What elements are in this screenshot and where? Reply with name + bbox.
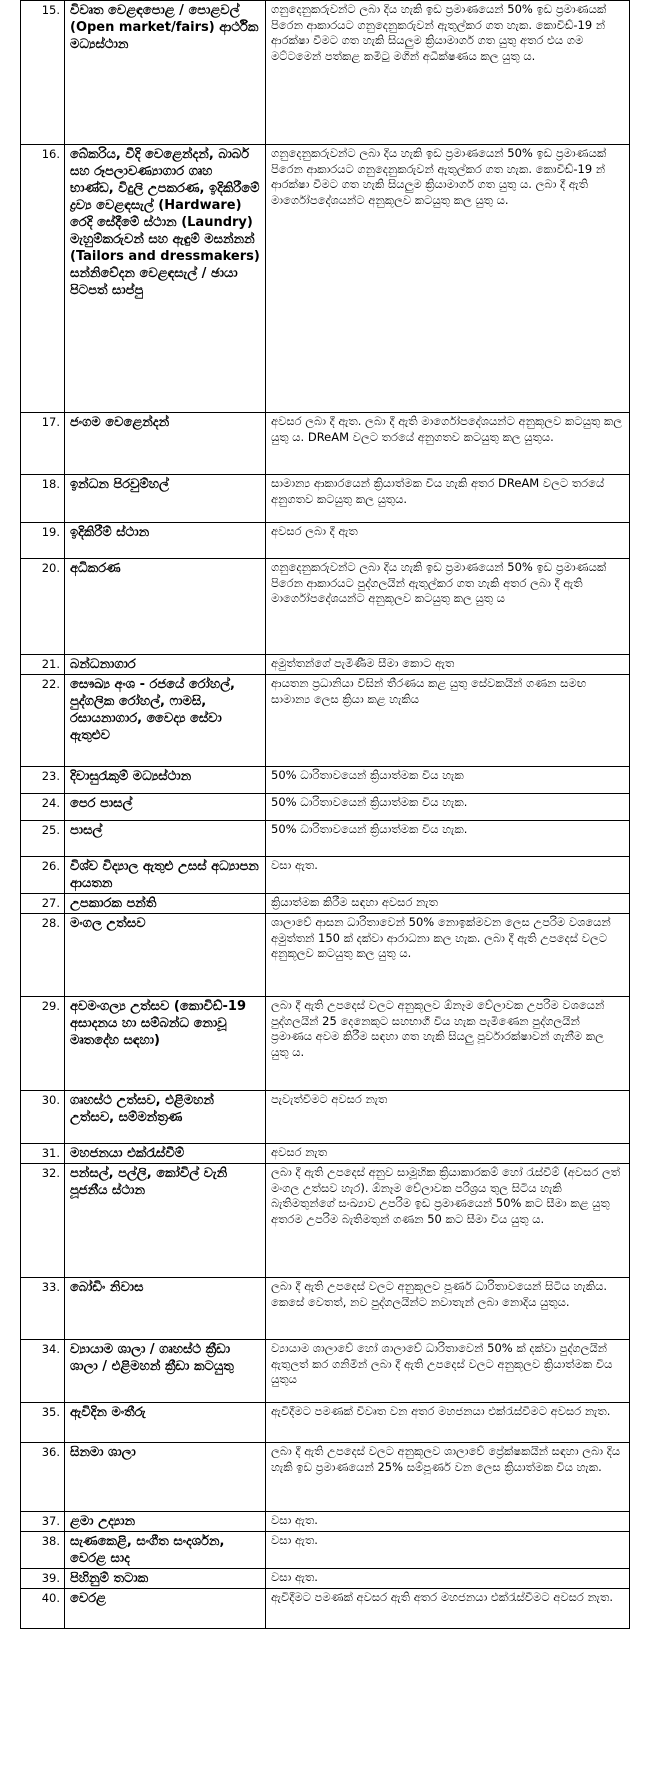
table-row [21,1512,630,1532]
establishment-name: විවෘත වෙළඳපොළ / පොළවල් (Open market/fairs) ආර්ථික මධ්‍යස්ථාන [65,1,266,145]
row-number: 38. [21,1532,65,1569]
guideline-text: 50% ධාරිතාවයෙන් ක්‍රියාත්මක විය හැක. [266,794,630,821]
row-number: 20. [21,559,65,655]
table-row [21,794,630,821]
establishment-name: පෙර පාසල් [65,794,266,821]
table-row [21,821,630,857]
table-row [21,1340,630,1403]
row-number: 35. [21,1403,65,1443]
establishment-name: ඉන්ධන පිරවුම්හල් [65,475,266,523]
establishment-name: මංගල උත්සව [65,914,266,997]
table-body [21,1,630,1629]
guideline-text: ගනුදෙනුකරුවන්ට ලබා දිය හැකි ඉඩ ප්‍රමාණයෙන් 50% ඉඩ ප්‍රමාණයක් පිරෙන ආකාරයට ගනුදෙනුකරුවන් ඇතුල්කර ගත හැක. කොවිඩ්-19 න් ආරක්ෂා වීමට ගත හැකි සියලුම ක්‍රියාමාර්ග ගත යුතු ය. ලබා දී ඇති මාර්ගෝපදේශයන්ට අනුකූලව කටයුතු කල යුතු ය. [266,145,630,413]
establishment-name: ගෘහස්ථ උත්සව, එළිමහන් උත්සව, සම්මන්ත්‍රණ [65,1091,266,1144]
establishment-name: ජංගම වෙළෙන්දන් [65,413,266,475]
guideline-text: ලබා දී ඇති උපදෙස් අනුව සාමූහික ක්‍රියාකාරකම් හෝ රැස්වීම් (අවසර ලත් මංගල උත්සව හැර). ඕනෑම වේලාවක පරිශ්‍රය තුල සිටිය හැකි බැතිමතුන්ගේ සංඛ්‍යාව උපරිම ඉඩ ප්‍රමාණයෙන් 50% කට සීමා කළ යුතු අතරම උපරිම බැතිමතුන් ගණන 50 කට සීමා විය යුතු ය. [266,1164,630,1278]
guideline-text: අමුත්තන්ගේ පැමිණීම සීමා කොට ඇත [266,655,630,675]
guideline-text: අවසර ලබා දී ඇත [266,523,630,559]
table-row [21,1144,630,1164]
table-row [21,894,630,914]
table-row [21,1443,630,1512]
guideline-text: වසා ඇත. [266,1569,630,1589]
guideline-text: සාමාන්‍ය ආකාරයෙන් ක්‍රියාත්මක විය හැකි අතර DReAM වලට තරයේ අනුගතව කටයුතු කල යුතුය. [266,475,630,523]
row-number: 27. [21,894,65,914]
table-row [21,1,630,145]
row-number: 31. [21,1144,65,1164]
row-number: 40. [21,1589,65,1629]
row-number: 25. [21,821,65,857]
table-row [21,1278,630,1340]
guideline-text: ඇවිදීමට පමණක් විවෘත වන අතර මහජනයා එක්රැස්වීමට අවසර නැත. [266,1403,630,1443]
establishment-name: ඉදිකිරීම් ස්ථාන [65,523,266,559]
table-row [21,1569,630,1589]
guideline-text: ආයතන ප්‍රධානියා විසින් තීරණය කළ යුතු සේවකයින් ගණන සමඟ සාමාන්‍ය ලෙස ක්‍රියා කළ හැකිය [266,675,630,767]
table-row [21,413,630,475]
guideline-text: ගනුදෙනුකරුවන්ට ලබා දිය හැකි ඉඩ ප්‍රමාණයෙන් 50% ඉඩ ප්‍රමාණයක් පිරෙන ආකාරයට පුද්ගලයින් ඇතුල්කර ගත හැකි අතර ලබා දී ඇති මාර්ගෝපදේශයන්ට අනුකූලව කටයුතු කල යුතු ය [266,559,630,655]
guideline-text: ගනුදෙනුකරුවන්ට ලබා දිය හැකි ඉඩ ප්‍රමාණයෙන් 50% ඉඩ ප්‍රමාණයක් පිරෙන ආකාරයට ගනුදෙනුකරුවන් ඇතුල්කර ගත හැක. කොවිඩ්-19 න් ආරක්ෂා වීමට ගත හැකි සියලුම ක්‍රියාමාර්ග ගත යුතු අතර එය ගම මට්ටමෙන් පත්කළ කමිටු මගින් අධීක්ෂණය කල යුතු ය. [266,1,630,145]
row-number: 21. [21,655,65,675]
table-row [21,1532,630,1569]
guideline-text: 50% ධාරිතාවයෙන් ක්‍රියාත්මක විය හැක. [266,821,630,857]
row-number: 18. [21,475,65,523]
guideline-text: ව්‍යායාම ශාලාවේ හෝ ශාලාවේ ධාරිතාවෙන් 50% ක් දක්වා පුද්ගලයින් ඇතුලත් කර ගනිමින් ලබා දී ඇති උපදෙස් වලට අනුකූලව ක්‍රියාත්මක විය යුතුය [266,1340,630,1403]
establishment-name: ළමා උද්‍යාන [65,1512,266,1532]
row-number: 23. [21,767,65,794]
establishment-name: මහජනයා එක්රැස්වීම් [65,1144,266,1164]
establishment-name: ඇවිදින මංතීරු [65,1403,266,1443]
table-row [21,1164,630,1278]
guideline-text: ශාලාවේ ආසන ධාරිතාවෙන් 50% නොඉක්මවන ලෙස උපරිම වශයෙන් අමුත්තන් 150 ක් දක්වා ආරාධනා කල හැක. ලබා දී ඇති උපදෙස් වලට අනුකූලව කටයුතු කල යුතු ය. [266,914,630,997]
guideline-text: 50% ධාරිතාවයෙන් ක්‍රියාත්මක විය හැක [266,767,630,794]
guideline-text: ලබා දී ඇති උපදෙස් වලට අනුකූලව ඕනෑම වේලාවක උපරිම වශයෙන් පුද්ගලයින් 25 දෙනෙකුට සහභාගී විය හැක පැමිණෙන පුද්ගලයින් ප්‍රමාණය අවම කිරීම සඳහා ගත හැකි සියලු පූර්වාරක්ෂාවන් ගැනීම කල යුතු ය. [266,997,630,1091]
row-number: 30. [21,1091,65,1144]
row-number: 32. [21,1164,65,1278]
guideline-text: ලබා දී ඇති උපදෙස් වලට අනුකූලව පූර්ණ ධාරිතාවයෙන් සිටිය හැකිය. කෙසේ වෙතත්, නව පුද්ගලයින්ට නවාතැන් ලබා නොදිය යුතුය. [266,1278,630,1340]
establishment-name: පාසල් [65,821,266,857]
table-row [21,767,630,794]
regulations-table [20,0,630,1629]
establishment-name: ව්‍යායාම ශාලා / ගෘහස්ථ ක්‍රීඩා ශාලා / එළිමහන් ක්‍රීඩා කටයුතු [65,1340,266,1403]
table-row [21,1091,630,1144]
establishment-name: වෙරළ [65,1589,266,1629]
row-number: 19. [21,523,65,559]
row-number: 16. [21,145,65,413]
establishment-name: දිවාසුරැකුම් මධ්‍යස්ථාන [65,767,266,794]
guideline-text: වසා ඇත. [266,1512,630,1532]
guideline-text: ලබා දී ඇති උපදෙස් වලට අනුකූලව ශාලාවේ ප්‍රේක්ෂකයින් සඳහා ලබා දිය හැකි ඉඩ ප්‍රමාණයෙන් 25% සම්පූර්ණ වන ලෙස ක්‍රියාත්මක විය හැක. [266,1443,630,1512]
guideline-text: ඇවිදීමට පමණක් අවසර ඇති අතර මහජනයා එක්රැස්වීමට අවසර නැත. [266,1589,630,1629]
table-row [21,997,630,1091]
table-row [21,857,630,894]
establishment-name: සැණකෙළි, සංගීත සංදර්ශන, වෙරළ සාද [65,1532,266,1569]
table-row [21,559,630,655]
establishment-name: බේකරිය, වීදි වෙළෙන්දන්, බාබර් සහ රූපලාවණ්‍යාගාර ගෘහ භාණ්ඩ, විදුලි උපකරණ, ඉදිකිරීමේ ද්‍රව්‍ය වෙළඳසැල් (Hardware) රෙදි සේදීමේ ස්ථාන (Laundry) මැහුම්කරුවන් සහ ඇඳුම් මසන්නන් (Tailors and dressmakers) සන්නිවේදන වෙළඳසැල් / ඡායා පිටපත් සාප්පු [65,145,266,413]
guideline-text: අවසර නැත [266,1144,630,1164]
guideline-text: වසා ඇත. [266,857,630,894]
guideline-text: අවසර ලබා දී ඇත. ලබා දී ඇති මාර්ගෝපදේශයන්ට අනුකූලව කටයුතු කල යුතු ය. DReAM වලට තරයේ අනුගතව කටයුතු කල යුතුය. [266,413,630,475]
establishment-name: උපකාරක පන්ති [65,894,266,914]
row-number: 33. [21,1278,65,1340]
guideline-text: පැවැත්වීමට අවසර නැත [266,1091,630,1144]
row-number: 29. [21,997,65,1091]
establishment-name: පිහිනුම් තටාක [65,1569,266,1589]
table-row [21,1589,630,1629]
row-number: 24. [21,794,65,821]
row-number: 36. [21,1443,65,1512]
row-number: 26. [21,857,65,894]
guideline-text: ක්‍රියාත්මක කිරීම සඳහා අවසර නැත [266,894,630,914]
establishment-name: බෝඩිං නිවාස [65,1278,266,1340]
establishment-name: අධිකරණ [65,559,266,655]
establishment-name: සෞඛ්‍ය අංශ - රජයේ රෝහල්, පුද්ගලික රෝහල්, ෆාමසි, රසායනාගාර, වෛද්‍ය සේවා ඇතුළුව [65,675,266,767]
table-row [21,655,630,675]
table-row [21,1403,630,1443]
row-number: 39. [21,1569,65,1589]
table-row [21,475,630,523]
table-row [21,675,630,767]
row-number: 22. [21,675,65,767]
table-row [21,523,630,559]
row-number: 15. [21,1,65,145]
row-number: 37. [21,1512,65,1532]
table-row [21,145,630,413]
row-number: 17. [21,413,65,475]
table-row [21,914,630,997]
establishment-name: පන්සල්, පල්ලි, කෝවිල් වැනි පූජනීය ස්ථාන [65,1164,266,1278]
establishment-name: බන්ධනාගාර [65,655,266,675]
row-number: 28. [21,914,65,997]
row-number: 34. [21,1340,65,1403]
establishment-name: අවමංගල්‍ය උත්සව (කොවිඩ්-19 අසාදනය හා සම්බන්ධ නොවූ මෘතදේහ සඳහා) [65,997,266,1091]
establishment-name: විශ්ව විද්‍යාල ඇතුළු උසස් අධ්‍යාපන ආයතන [65,857,266,894]
establishment-name: සිනමා ශාලා [65,1443,266,1512]
guideline-text: වසා ඇත. [266,1532,630,1569]
